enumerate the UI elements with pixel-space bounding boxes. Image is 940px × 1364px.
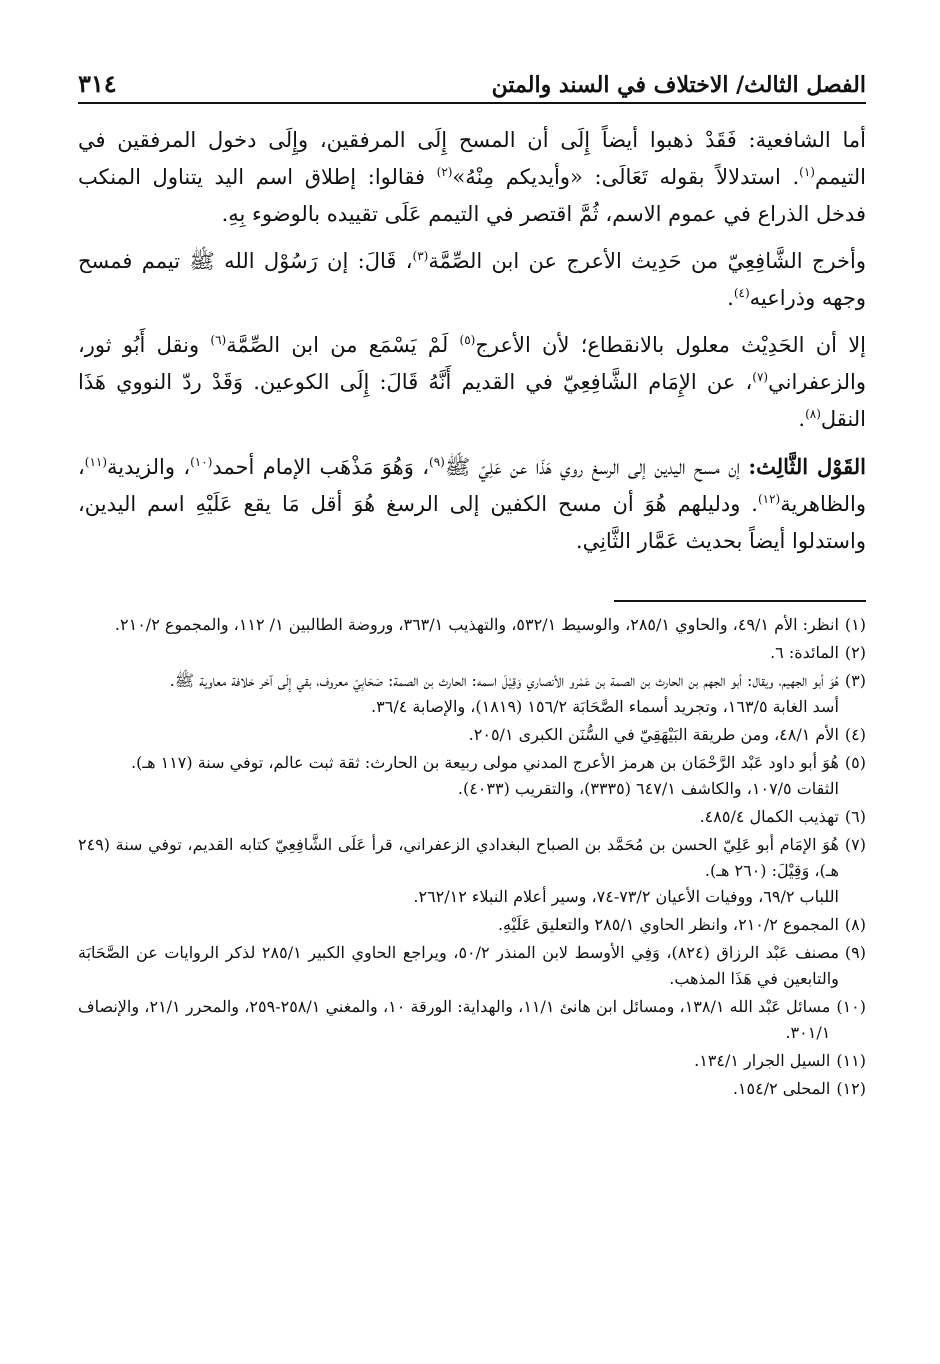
footnote: [78, 912, 866, 938]
main-text: [78, 122, 866, 560]
text-run: .: [727, 286, 734, 310]
text-run: لَمْ يَسْمَع من ابن الصِّمَّة: [226, 333, 460, 357]
book-page: [78, 58, 866, 1104]
paragraph-shafii: [78, 122, 866, 233]
paragraph-third-opinion: [78, 448, 866, 560]
footnote-line: مصنف عَبْد الرزاق (٨٢٤)، وَفِي الأوسط لابن المنذر ٥٠/٢، ويراجع الحاوي الكبير ٢٨٥/١ لذكر الروايات عن الصَّحَابَة والتابعين في هَذَا المذهب.: [78, 943, 839, 988]
footnote-number: (٢): [844, 643, 866, 662]
text-run: ، وَهُوَ مَذْهَب الإمام أحمد: [212, 455, 429, 479]
text-run: أما الشافعية: فَقَدْ ذهبوا أيضاً إِلَى أن المسح إِلَى المرفقين، وإِلَى دخول المرفقين في التيمم: [78, 128, 867, 189]
footnote-text: [78, 722, 839, 748]
footnote-number: (١): [844, 615, 866, 634]
footnote-number: (٧): [844, 835, 866, 854]
footnote: [78, 832, 866, 910]
text-run: إلا أن الحَدِيْث معلول بالانقطاع؛ لأن الأعرج: [475, 333, 867, 357]
footnote-number: (١٠): [836, 997, 866, 1016]
footnote: [78, 722, 866, 748]
footnote: [78, 640, 866, 666]
footnote-ref[interactable]: (١٠): [190, 455, 213, 469]
text-run: . استدلالاً بقوله تَعَالَى: «وأيديكم مِنْهُ»: [452, 165, 800, 189]
footnote-text: [78, 804, 839, 830]
paragraph-inqita: [78, 327, 866, 438]
footnote-line: المجموع ٢١٠/٢، وانظر الحاوي ٢٨٥/١ والتعليق عَلَيْهِ.: [497, 915, 839, 934]
footnote-source-line: أسد الغابة ١٦٣/٥، وتجريد أسماء الصَّحَابَة ١٥٦/٢ (١٨١٩)، والإصابة ٣٦/٤.: [371, 697, 839, 716]
text-run: ونقل أَبُو ثور، والزعفراني: [78, 333, 866, 394]
page-number: ٣١٤: [78, 69, 117, 98]
section-lead: القَوْل الثَّالِث:: [748, 454, 867, 479]
footnote: [78, 750, 866, 802]
footnote-text: [78, 994, 830, 1046]
footnote-ref[interactable]: (١٢): [757, 492, 781, 506]
footnote-number: (٤): [844, 725, 866, 744]
footnote-line: تهذيب الكمال ٤٨٥/٤.: [699, 807, 839, 826]
footnote-text: [78, 640, 839, 666]
footnote-line: المحلى ١٥٤/٢.: [732, 1079, 831, 1098]
footnote-ref[interactable]: (٢): [436, 165, 453, 179]
footnote-text: [78, 832, 839, 910]
footnote-ref[interactable]: (٨): [805, 407, 821, 421]
footnote-text: [78, 1048, 830, 1074]
footnote-ref[interactable]: (٣): [412, 249, 429, 263]
text-run: ، قَالَ: إن رَسُوْل الله ﷺ تيمم فمسح وجهه وذراعيه: [78, 249, 866, 310]
footnote-number: (٨): [844, 915, 866, 934]
footnote-line: الأم ٤٨/١، ومن طريقة البَيْهَقِيّ في السُّنَن الكبرى ٢٠٥/١.: [468, 725, 839, 744]
footnote-number: (٥): [844, 753, 866, 772]
footnote-text: [78, 668, 839, 720]
footnote-ref[interactable]: (٤): [733, 286, 750, 300]
footnote-ref[interactable]: (٧): [752, 370, 769, 384]
footnote-number: (٦): [844, 807, 866, 826]
footnote-line: هُوَ أبو الجهيم، ويقال: أبو الجهم بن الحارث بن الصمة بن عَمْرو الأنصاري وَقِيْلَ اسمه: الحارث بن الصمة: صَحَابِيّ معروف، بقي إِلَى آخر خلافة معاوية ﷺ.: [169, 671, 839, 690]
footnote-text: [78, 612, 839, 638]
footnote: [78, 1048, 866, 1074]
footnote-line: هُوَ الإمَام أبو عَلِيّ الحسن بن مُحَمَّد بن الصباح البغدادي الزعفراني، قرأ عَلَى الشَّافِعِيّ كتابه القديم، توفي سنة (٢٤٩ هـ)، وَقِيْلَ: (٢٦٠ هـ).: [78, 835, 839, 880]
footnote: [78, 804, 866, 830]
footnote-text: [78, 940, 839, 992]
page-header: [78, 58, 866, 104]
footnote-text: [78, 750, 839, 802]
footnote-ref[interactable]: (٥): [459, 333, 476, 347]
footnote-line: السيل الجرار ١٣٤/١.: [694, 1051, 831, 1070]
running-title: الفصل الثالث/ الاختلاف في السند والمتن: [491, 72, 866, 98]
footnote-line: انظر: الأم ٤٩/١، والحاوي ٢٨٥/١، والوسيط ٥٣٢/١، والتهذيب ٣٦٣/١، وروضة الطالبين ١/ ١١٢، والمجموع ٢١٠/٢.: [114, 615, 839, 634]
footnote-ref[interactable]: (٩): [429, 455, 445, 469]
footnote-text: [78, 1076, 830, 1102]
paragraph-hadith: [78, 243, 866, 317]
text-run: ، والزيدية: [107, 455, 191, 479]
footnote-line: هُوَ أبو داود عَبْد الرَّحْمَان بن هرمز الأعرج المدني مولى ربيعة بن الحارث: ثقة ثبت عالم، توفي سنة (١١٧ هـ).: [131, 753, 839, 772]
footnote-source-line: الثقات ١٠٧/٥، والكاشف ٦٤٧/١ (٣٣٣٥)، والتقريب (٤٠٣٣).: [457, 779, 839, 798]
footnote-number: (٣): [844, 671, 866, 690]
text-run: ، والظاهرية: [78, 455, 866, 516]
text-run: إن مسح اليدين إلى الرسغ روي هَذَا عن عَلِيّ ﷺ: [444, 455, 749, 479]
footnote: [78, 994, 866, 1046]
footnote-line: المائدة: ٦.: [770, 643, 839, 662]
text-run: ، عن الإِمَام الشَّافِعِيّ في القديم أَنَّهُ قَالَ: إِلَى الكوعين. وَقَدْ ردّ النووي هَذَا النقل: [78, 370, 866, 431]
text-run: فقالوا: إطلاق اسم اليد يتناول المنكب فدخل الذراع في عموم الاسم، ثُمَّ اقتصر في التيمم عَلَى تقييده بالوضوء بِهِ.: [78, 165, 866, 226]
text-run: .: [798, 407, 806, 431]
footnote: [78, 1076, 866, 1102]
footnote-number: (١١): [836, 1051, 866, 1070]
footnote: [78, 940, 866, 992]
footnote: [78, 668, 866, 720]
footnote-text: [78, 912, 839, 938]
footnote-ref[interactable]: (٦): [210, 333, 227, 347]
footnote: [78, 612, 866, 638]
footnote-number: (١٢): [836, 1079, 866, 1098]
footnote-separator: [614, 600, 866, 602]
footnote-ref[interactable]: (١): [799, 165, 815, 179]
footnotes: [78, 612, 866, 1102]
text-run: . ودليلهم هُوَ أن مسح الكفين إلى الرسغ هُوَ أقل مَا يقع عَلَيْهِ اسم اليدين، واستدلوا أيضاً بحديث عَمَّار الثَّانِي.: [78, 492, 866, 553]
text-run: وأخرج الشَّافِعِيّ من حَدِيث الأعرج عن ابن الصِّمَّة: [428, 249, 866, 273]
footnote-source-line: اللباب ٦٩/٢، ووفيات الأعيان ٧٣/٢-٧٤، وسير أعلام النبلاء ٢٦٢/١٢.: [413, 887, 839, 906]
footnote-ref[interactable]: (١١): [84, 455, 108, 469]
footnote-line: مسائل عَبْد الله ١٣٨/١، ومسائل ابن هانئ ١١/١، والهداية: الورقة ١٠، والمغني ٢٥٨/١-٢٥٩، والمحرر ٢١/١، والإنصاف ٣٠١/١.: [78, 997, 831, 1042]
footnote-number: (٩): [844, 943, 866, 962]
